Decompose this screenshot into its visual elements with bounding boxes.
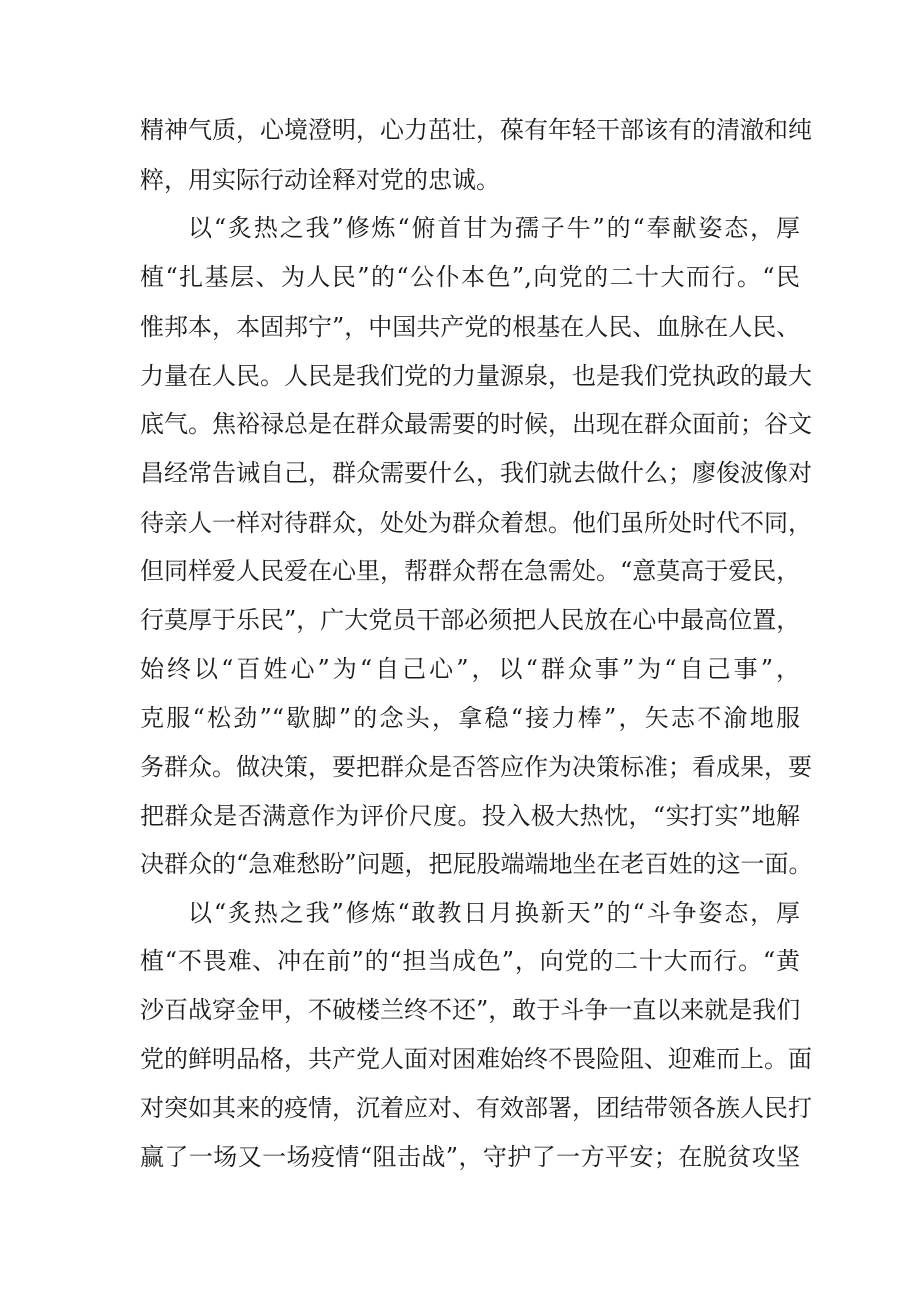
text-line: 力量在人民。人民是我们党的力量源泉，也是我们党执政的最大 <box>140 362 812 390</box>
text-line: 务群众。做决策，要把群众是否答应作为决策标准；看成果，要 <box>140 753 812 781</box>
text-line: 但同样爱人民爱在心里，帮群众帮在急需处。“意莫高于爱民， <box>140 557 801 585</box>
text-line: 以“炙热之我”修炼“俯首甘为孺子牛”的“奉献姿态，厚 <box>188 214 800 242</box>
text-line: 克服“松劲”“歇脚”的念头，拿稳“接力棒”，矢志不渝地服 <box>140 704 800 732</box>
text-line: 植“扎基层、为人民”的“公仆本色”,向党的二十大而行。“民 <box>140 263 800 291</box>
text-line: 党的鲜明品格，共产党人面对困难始终不畏险阻、迎难而上。面 <box>140 1045 812 1073</box>
text-line: 把群众是否满意作为评价尺度。投入极大热忱，“实打实”地解 <box>140 802 800 830</box>
text-line: 惟邦本，本固邦宁”，中国共产党的根基在人民、血脉在人民、 <box>140 313 801 341</box>
text-line: 对突如其来的疫情，沉着应对、有效部署，团结带领各族人民打 <box>140 1094 812 1122</box>
text-line: 以“炙热之我”修炼“敢教日月换新天”的“斗争姿态，厚 <box>188 899 800 927</box>
text-line: 赢了一场又一场疫情“阻击战”，守护了一方平安；在脱贫攻坚 <box>140 1143 800 1171</box>
text-line: 沙百战穿金甲，不破楼兰终不还”，敢于斗争一直以来就是我们 <box>140 996 801 1024</box>
text-line: 植“不畏难、冲在前”的“担当成色”，向党的二十大而行。“黄 <box>140 947 800 975</box>
text-line: 昌经常告诫自己，群众需要什么，我们就去做什么；廖俊波像对 <box>140 459 812 487</box>
text-line: 待亲人一样对待群众，处处为群众着想。他们虽所处时代不同， <box>140 509 812 537</box>
text-line: 决群众的“急难愁盼”问题，把屁股端端地坐在老百姓的这一面。 <box>140 850 813 878</box>
text-line: 始终以“百姓心”为“自己心”，以“群众事”为“自己事”， <box>140 655 800 683</box>
text-line: 精神气质，心境澄明，心力茁壮，葆有年轻干部该有的清澈和纯 <box>140 116 812 144</box>
text-line: 粹，用实际行动诠释对党的忠诚。 <box>140 166 500 194</box>
text-line: 底气。焦裕禄总是在群众最需要的时候，出现在群众面前；谷文 <box>140 410 812 438</box>
text-line: 行莫厚于乐民”，广大党员干部必须把人民放在心中最高位置， <box>140 606 801 634</box>
